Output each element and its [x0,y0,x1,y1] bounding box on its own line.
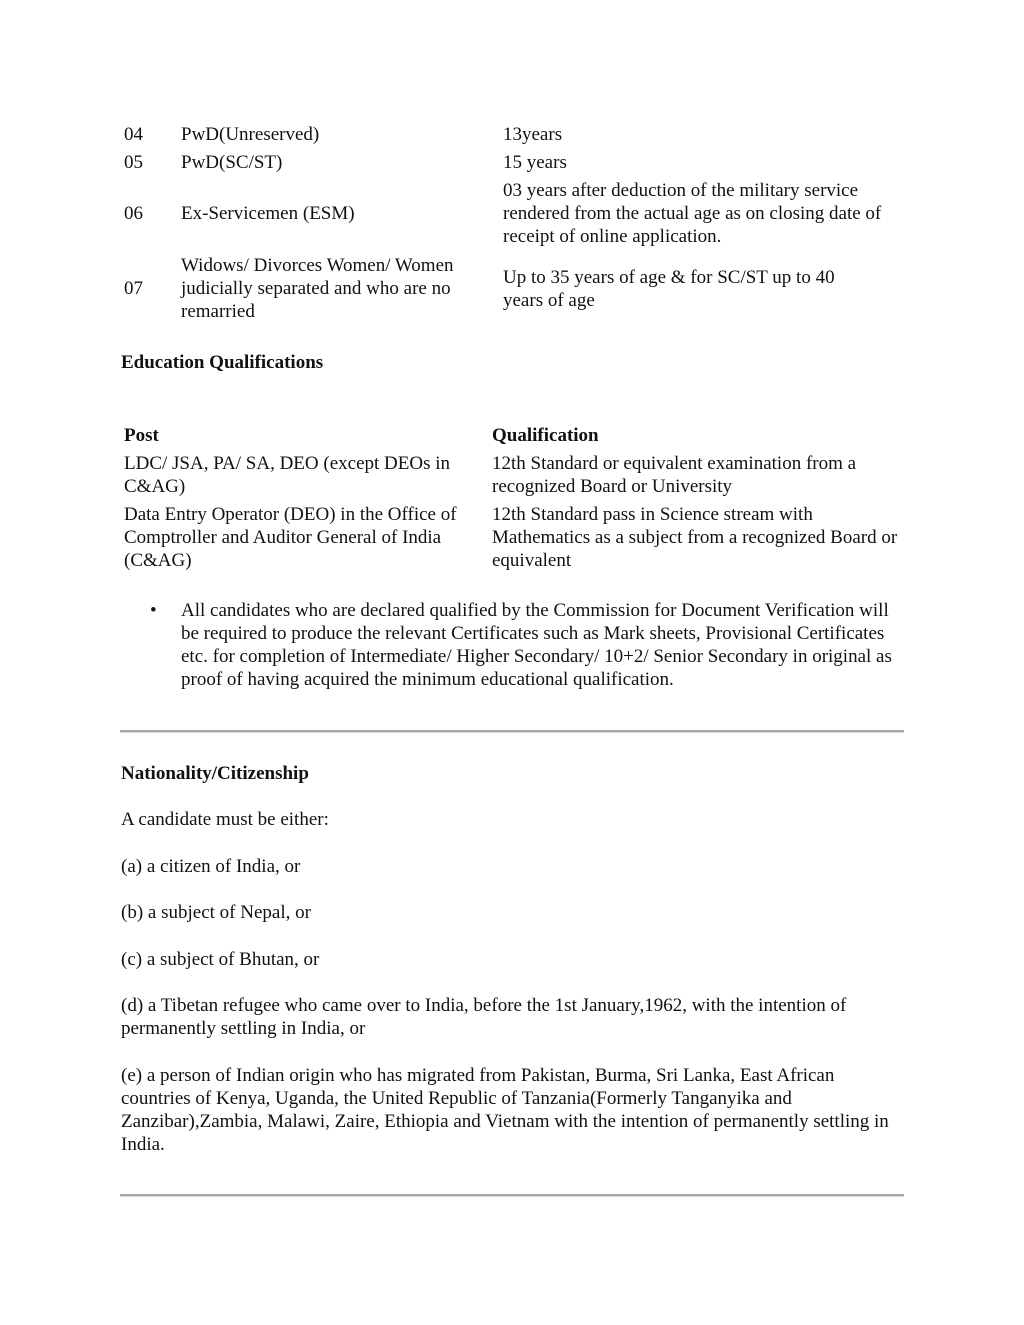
section-divider [120,1194,904,1197]
nationality-heading: Nationality/Citizenship [121,763,309,784]
row-category: Ex-Servicemen (ESM) [181,203,355,224]
row-category: PwD(SC/ST) [181,152,283,173]
list-item: (d) a Tibetan refugee who came over to India, before the 1st January,1962, with the intention of permanently settling in India, or [121,995,847,1039]
post-cell: Data Entry Operator (DEO) in the Office of Comptroller and Auditor General of India (C&AG) [124,504,457,571]
post-cell: LDC/ JSA, PA/ SA, DEO (except DEOs in C&AG) [124,453,450,497]
education-heading: Education Qualifications [121,352,324,373]
qualification-column-header: Qualification [492,425,599,446]
row-category: PwD(Unreserved) [181,124,320,145]
bullet-icon: • [150,600,157,621]
row-limit: 03 years after deduction of the military service rendered from the actual age as on closing date of receipt of online application. [503,180,882,247]
row-category: Widows/ Divorces Women/ Women judicially separated and who are no remarried [181,255,454,322]
row-limit: 15 years [503,152,567,173]
list-item: (b) a subject of Nepal, or [121,902,311,923]
row-code: 04 [124,124,143,145]
list-item: (c) a subject of Bhutan, or [121,949,320,970]
list-item: (a) a citizen of India, or [121,856,301,877]
section-divider [120,730,904,733]
row-code: 06 [124,203,143,224]
row-code: 07 [124,278,143,299]
row-limit: 13years [503,124,563,145]
qualification-cell: 12th Standard pass in Science stream with Mathematics as a subject from a recognized Board or equivalent [492,504,898,571]
nationality-intro: A candidate must be either: [121,809,329,830]
list-item: (e) a person of Indian origin who has migrated from Pakistan, Burma, Sri Lanka, East African countries of Kenya, Uganda, the United Republic of Tanzania(Formerly Tanganyika and Zanzibar),Zambia, Malawi, Zaire, Ethiopia and Vietnam with the intention of permanently settling in India. [121,1065,889,1155]
row-limit: Up to 35 years of age & for SC/ST up to 40 years of age [503,267,835,311]
post-column-header: Post [124,425,159,446]
qualification-cell: 12th Standard or equivalent examination from a recognized Board or University [492,453,857,497]
document-verification-note: All candidates who are declared qualified by the Commission for Document Verification will be required to produce the relevant Certificates such as Mark sheets, Provisional Certificates etc. for completion of Intermediate/ Higher Secondary/ 10+2/ Senior Secondary in original as proof of having acquired the minimum educational qualification. [181,600,892,690]
row-code: 05 [124,152,143,173]
